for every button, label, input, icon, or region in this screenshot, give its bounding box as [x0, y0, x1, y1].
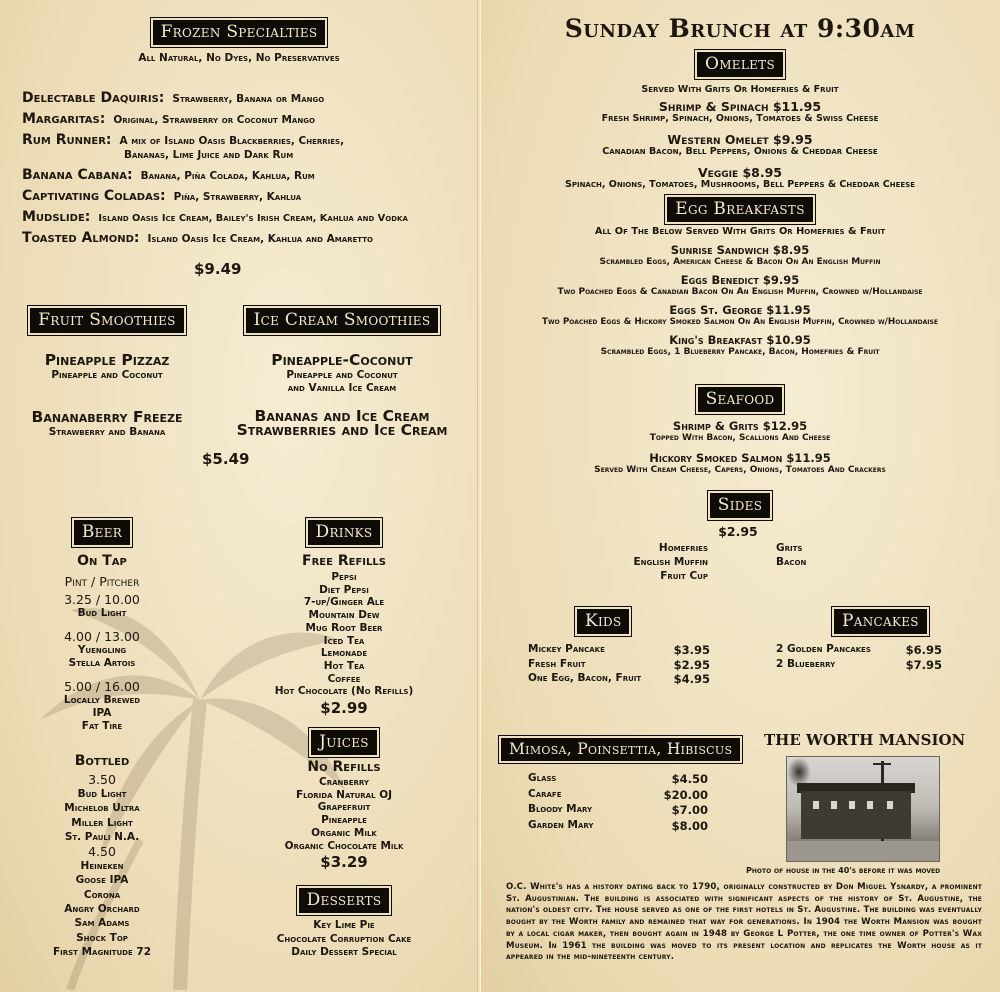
drinks-price: $2.99: [320, 699, 368, 718]
ice-cream-smoothies-section: [232, 306, 452, 437]
beer-item: Michelob Ultra: [64, 802, 140, 815]
drinks-heading: Drinks: [306, 518, 383, 547]
side-item: Homefries: [658, 542, 708, 554]
menu-item-desc: Two Poached Eggs & Hickory Smoked Salmon On An English Muffin, Crowned w/Hollandaise: [542, 317, 938, 327]
kids-list: [528, 643, 710, 687]
frozen-item: [22, 230, 472, 251]
mimosa-item-name: Bloody Mary: [528, 803, 593, 815]
sides-left-list: [600, 541, 708, 583]
beer-item: Yuengling: [77, 644, 127, 656]
frozen-item-name: Mudslide:: [22, 209, 91, 225]
seafood-section: [480, 385, 1000, 476]
beer-item: Sam Adams: [74, 917, 130, 930]
frozen-item-desc: Piña, Strawberry, Kahlua: [173, 191, 302, 203]
tap-price: 4.00 / 13.00: [64, 629, 140, 644]
omelets-note: Served With Grits Or Homefries & Fruit: [641, 84, 839, 95]
tap-price: 3.25 / 10.00: [64, 592, 140, 607]
frozen-item-desc: Island Oasis Ice Cream, Kahlua and Amaretto: [147, 233, 373, 245]
ice-cream-smoothies-heading: Ice Cream Smoothies: [244, 306, 441, 335]
mansion-title: THE WORTH MANSION: [764, 731, 966, 749]
egg-breakfasts-section: [480, 195, 1000, 358]
no-refills-label: No Refills: [307, 759, 381, 775]
mimosa-list: [528, 772, 708, 834]
side-item: Grits: [776, 542, 803, 554]
menu-item-desc: Scrambled Eggs, 1 Blueberry Pancake, Bacon, Homefries & Fruit: [600, 347, 880, 357]
omelets-section: [480, 50, 1000, 190]
egg-breakfasts-note: All Of The Below Served With Grits Or Homefries & Fruit: [594, 226, 886, 237]
kids-item: [528, 643, 710, 658]
beer-item: Goose IPA: [75, 874, 129, 887]
tap-price: 5.00 / 16.00: [64, 679, 140, 694]
mimosa-item: [528, 803, 708, 819]
pancake-item-price: $6.95: [905, 643, 942, 657]
free-refills-label: Free Refills: [302, 553, 386, 569]
menu-item-name: Eggs St. George $11.95: [669, 303, 811, 317]
sides-right-list: [776, 541, 806, 569]
pancake-item: [776, 643, 942, 658]
mimosa-item-price: $20.00: [663, 787, 708, 802]
frozen-specialties-heading: Frozen Specialties: [151, 18, 328, 47]
drink-item: 7-up/Ginger Ale: [303, 596, 385, 609]
side-item: Bacon: [776, 556, 807, 568]
frozen-item-desc: Island Oasis Ice Cream, Bailey's Irish Cream, Kahlua and Vodka: [98, 213, 408, 224]
frozen-item: [22, 167, 472, 188]
pancake-item-price: $7.95: [905, 657, 942, 672]
bottle-price: 4.50: [88, 844, 116, 860]
beer-item: Miller Light: [71, 816, 133, 829]
frozen-price: $9.49: [194, 260, 242, 278]
beer-item: IPA: [92, 707, 112, 719]
beer-item: Corona: [83, 888, 121, 901]
menu-item-name: Shrimp & Grits $12.95: [672, 419, 808, 433]
juice-item: Pineapple: [321, 814, 367, 827]
smoothie-desc: Strawberry and Banana: [48, 426, 166, 438]
bottle-group: [22, 844, 182, 959]
frozen-item: [22, 132, 472, 167]
side-item: English Muffin: [633, 556, 708, 568]
drink-item: Lemonade: [320, 647, 368, 660]
menu-item-name: Shrimp & Spinach $11.95: [658, 99, 822, 114]
mansion-photo-caption: Photo of house in the 40's before it was moved: [746, 866, 941, 875]
menu-item-desc: Scrambled Eggs, American Cheese & Bacon On An English Muffin: [599, 257, 881, 267]
bottle-price: 3.50: [88, 772, 116, 787]
beer-item: Angry Orchard: [64, 903, 140, 916]
mimosa-heading: Mimosa, Poinsettia, Hibiscus: [499, 736, 742, 763]
beer-item: Bud Light: [77, 788, 127, 800]
frozen-subtitle: All Natural, No Dyes, No Preservatives: [138, 52, 340, 64]
mimosa-heading-wrap: [499, 736, 742, 763]
beer-item: Heineken: [80, 860, 124, 873]
juice-item: Organic Chocolate Milk: [284, 839, 404, 852]
frozen-item-name: Delectable Daquiris:: [22, 90, 165, 106]
beer-item: St. Pauli N.A.: [64, 830, 140, 843]
desserts-section: [234, 886, 454, 960]
seafood-heading: Seafood: [696, 385, 785, 414]
brunch-title: Sunday Brunch at 9:30am: [564, 14, 916, 43]
smoothie-desc: Pineapple and Coconut: [286, 369, 398, 381]
dessert-item: Key Lime Pie: [313, 919, 375, 931]
mimosa-item: [528, 819, 708, 835]
menu-item-name: Sunrise Sandwich $8.95: [670, 243, 810, 257]
side-item: Fruit Cup: [660, 570, 708, 582]
menu-item-desc: Canadian Bacon, Bell Peppers, Onions & Cheddar Cheese: [602, 146, 878, 157]
fruit-smoothies-section: [12, 306, 202, 439]
drinks-section: [254, 518, 434, 717]
frozen-item-desc: A mix of Island Oasis Blackberries, Cherries,: [119, 135, 345, 147]
fruit-smoothies-heading: Fruit Smoothies: [28, 306, 185, 335]
smoothie-name: Pineapple Pizzaz: [44, 351, 170, 369]
kids-item-name: One Egg, Bacon, Fruit: [528, 672, 642, 684]
sides-heading: Sides: [708, 491, 773, 520]
beer-item: Stella Artois: [68, 657, 136, 669]
frozen-item-name: Margaritas:: [22, 111, 106, 127]
juice-item: Florida Natural OJ: [295, 788, 393, 801]
kids-item-price: $4.95: [673, 672, 710, 686]
mimosa-item-price: $4.50: [671, 772, 708, 786]
pint-pitcher-label: Pint / Pitcher: [64, 574, 140, 589]
beer-item: Bud Light: [77, 607, 127, 619]
menu-item-desc: Fresh Shrimp, Spinach, Onions, Tomatoes & Swiss Cheese: [601, 113, 879, 124]
menu-item-name: King's Breakfast $10.95: [669, 333, 811, 347]
menu-item-desc: Topped With Bacon, Scallions And Cheese: [649, 433, 831, 443]
frozen-item-name: Toasted Almond:: [22, 230, 140, 246]
mimosa-item: [528, 788, 708, 804]
frozen-item-name: Banana Cabana:: [22, 167, 133, 183]
juice-item: Grapefruit: [317, 801, 371, 814]
menu-item-name: Western Omelet $9.95: [667, 132, 813, 147]
frozen-specialties-section: [0, 18, 478, 65]
drink-item: Coffee: [327, 672, 361, 685]
pancake-item: [776, 658, 942, 673]
menu-item-name: Hickory Smoked Salmon $11.95: [649, 451, 831, 465]
menu-item-name: Eggs Benedict $9.95: [680, 273, 800, 287]
pancakes-heading: Pancakes: [832, 607, 929, 636]
drink-item: Mountain Dew: [308, 609, 380, 622]
smoothie-price: $5.49: [202, 450, 250, 468]
kids-item-price: $3.95: [673, 643, 710, 657]
omelets-heading: Omelets: [695, 50, 785, 79]
kids-heading: Kids: [575, 607, 631, 636]
bottled-label: Bottled: [74, 753, 130, 769]
smoothie-name-line2: Strawberries and Ice Cream: [236, 421, 448, 439]
frozen-items-list: [22, 90, 472, 251]
desserts-heading: Desserts: [297, 886, 392, 915]
mimosa-item-name: Glass: [528, 772, 557, 784]
juices-heading: Juices: [309, 728, 379, 757]
smoothie-name: Pineapple-Coconut: [271, 351, 413, 369]
frozen-item: [22, 111, 472, 132]
smoothie-name: Bananas and Ice Cream: [254, 407, 430, 425]
frozen-item-desc: Banana, Piña Colada, Kahlua, Rum: [140, 170, 315, 182]
tap-group: [22, 592, 182, 620]
pancakes-list: [776, 643, 942, 672]
mimosa-item-price: $8.00: [671, 818, 708, 833]
bottle-group: [22, 772, 182, 844]
kids-item-price: $2.95: [673, 657, 710, 672]
drink-item: Hot Tea: [323, 659, 365, 672]
dessert-item: Chocolate Corruption Cake: [276, 932, 412, 945]
frozen-item: [22, 188, 472, 209]
pancakes-heading-wrap: [832, 607, 929, 636]
juice-item: Organic Milk: [311, 826, 377, 839]
mimosa-item: [528, 772, 708, 788]
egg-breakfasts-heading: Egg Breakfasts: [665, 195, 815, 224]
frozen-item-desc: Strawberry, Banana or Mango: [172, 93, 325, 105]
smoothie-desc-line2: and Vanilla Ice Cream: [287, 382, 397, 394]
beer-item: Shock Top: [76, 931, 128, 944]
menu-item-desc: Served With Cream Cheese, Capers, Onions, Tomatoes And Crackers: [594, 465, 886, 475]
kids-item: [528, 672, 710, 687]
beer-item: First Magnitude 72: [52, 945, 152, 958]
drink-item: Hot Chocolate (No Refills): [274, 685, 414, 698]
mansion-photo: [786, 756, 940, 862]
smoothie-name: Bananaberry Freeze: [31, 408, 183, 426]
on-tap-label: On Tap: [77, 553, 127, 569]
mimosa-item-name: Garden Mary: [528, 818, 594, 831]
beer-item: Fat Tire: [81, 720, 123, 732]
drink-item: Iced Tea: [323, 634, 365, 647]
mimosa-item-name: Carafe: [528, 787, 562, 800]
pancake-item-name: 2 Golden Pancakes: [776, 643, 871, 655]
frozen-item-name: Rum Runner:: [22, 132, 112, 148]
beer-section: [22, 518, 182, 959]
menu-item-desc: Two Poached Eggs & Canadian Bacon On An English Muffin, Crowned w/Hollandaise: [557, 287, 923, 297]
frozen-item: [22, 90, 472, 111]
frozen-item-name: Captivating Coladas:: [22, 188, 166, 204]
mansion-history: O.C. White's has a history dating back to 1790, originally constructed by Don Miguel Ysnardy, a prominent St. Augustinian. The building is associated with significant aspects of the history of St. Augustine, the nation's oldest city. The house served as one of the first hotels in St. Augustine. The building was eventually bought by the Worth family and remained that way for generations. In 1904 the Worth Mansion was bought by a local cigar maker, then bought again in 1948 by George L Potter, the one time owner of Potter's Wax Museum. In 1961 the building was moved to its present location and replicates the Worth house as it appeared in the mid-nineteenth century.: [506, 882, 982, 963]
juices-section: [254, 728, 434, 871]
juice-item: Cranberry: [319, 776, 369, 788]
drink-item: Pepsi: [331, 571, 357, 583]
frozen-item-desc: Original, Strawberry or Coconut Mango: [113, 114, 315, 126]
frozen-item: [22, 209, 472, 230]
smoothie-desc: Pineapple and Coconut: [51, 369, 163, 381]
tap-group: [22, 679, 182, 733]
beer-item: Locally Brewed: [63, 694, 141, 706]
juices-price: $3.29: [320, 853, 368, 872]
menu-item-name: Veggie $8.95: [698, 165, 782, 180]
kids-item-name: Fresh Fruit: [528, 657, 586, 670]
tap-group: [22, 629, 182, 670]
dessert-item: Daily Dessert Special: [291, 946, 397, 958]
drink-item: Mug Root Beer: [305, 621, 383, 634]
drink-item: Diet Pepsi: [319, 583, 369, 596]
mimosa-item-price: $7.00: [671, 803, 708, 817]
beer-heading: Beer: [72, 518, 132, 547]
kids-item: [528, 658, 710, 673]
kids-item-name: Mickey Pancake: [528, 643, 605, 655]
menu-item-desc: Spinach, Onions, Tomatoes, Mushrooms, Bell Peppers & Cheddar Cheese: [565, 179, 915, 190]
frozen-item-desc-line2: Bananas, Lime Juice and Dark Rum: [124, 149, 294, 161]
sides-section: [480, 491, 1000, 539]
sides-price: $2.95: [718, 524, 758, 539]
pancake-item-name: 2 Blueberry: [776, 657, 836, 670]
kids-heading-wrap: [575, 607, 631, 636]
